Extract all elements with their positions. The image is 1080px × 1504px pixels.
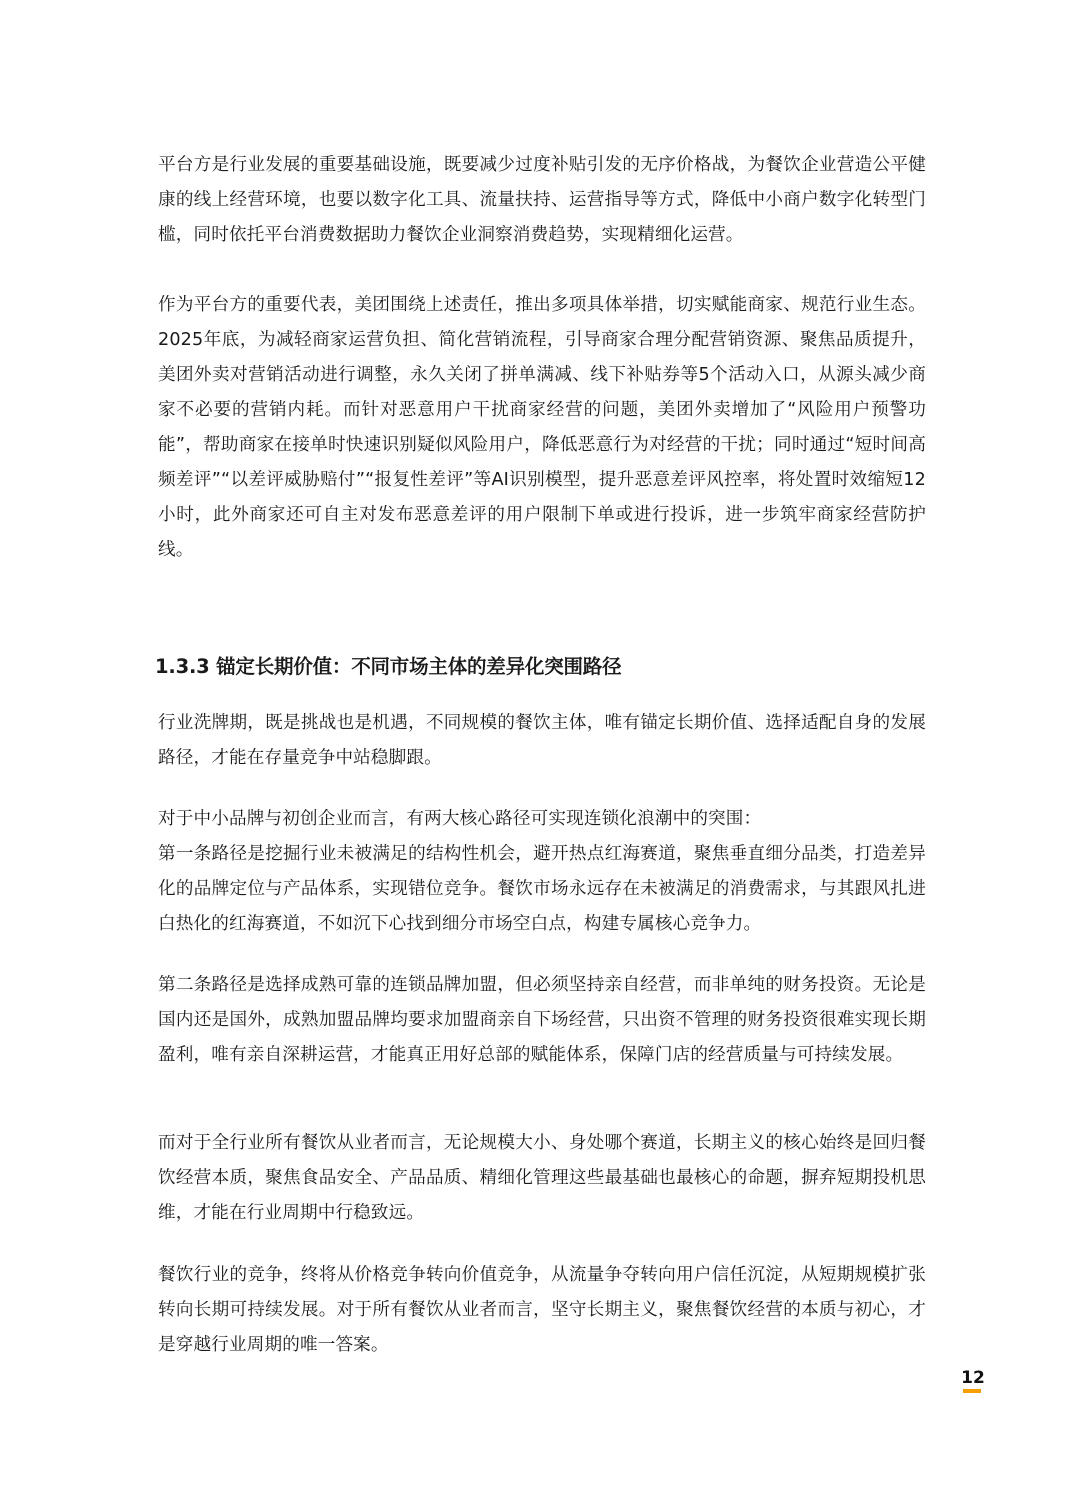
paragraph-small-brand-paths: 对于中小品牌与初创企业而言，有两大核心路径可实现连锁化浪潮中的突围： 第一条路径是挖掘行业未被满足的结构性机会，避开热点红海赛道，聚焦垂直细分品类，打造差异化的品牌定位与产品体系，实现错位竞争。餐饮市场永远存在未被满足的消费需求，与其跟风扎进白热化的红海赛道，不如沉下心找到细分市场空白点，构建专属核心竞争力。 [158,809,926,934]
page-number: 12 [961,1368,985,1388]
paragraph-franchise-path: 第二条路径是选择成熟可靠的连锁品牌加盟，但必须坚持亲自经营，而非单纯的财务投资。无论是国内还是国外，成熟加盟品牌均要求加盟商亲自下场经营，只出资不管理的财务投资很难实现长期盈利，唯有亲自深耕运营，才能真正用好总部的赋能体系，保障门店的经营质量与可持续发展。 [158,975,926,1065]
paragraph-conclusion: 餐饮行业的竞争，终将从价格竞争转向价值竞争，从流量争夺转向用户信任沉淀，从短期规模扩张转向长期可持续发展。对于所有餐饮从业者而言，坚守长期主义，聚焦餐饮经营的本质与初心，才是穿越行业周期的唯一答案。 [158,1265,926,1355]
paragraph-meituan-measures: 作为平台方的重要代表，美团围绕上述责任，推出多项具体举措，切实赋能商家、规范行业生态。2025年底，为减轻商家运营负担、简化营销流程，引导商家合理分配营销资源、聚焦品质提升，美团外卖对营销活动进行调整，永久关闭了拼单满减、线下补贴券等5个活动入口，从源头减少商家不必要的营销内耗。而针对恶意用户干扰商家经营的问题，美团外卖增加了“风险用户预警功能”，帮助商家在接单时快速识别疑似风险用户，降低恶意行为对经营的干扰；同时通过“短时间高频差评”“以差评威胁赔付”“报复性差评”等AI识别模型，提升恶意差评风控率，将处置时效缩短12小时，此外商家还可自主对发布恶意差评的用户限制下单或进行投诉，进一步筑牢商家经营防护线。 [158,295,926,560]
paragraph-platform-role: 平台方是行业发展的重要基础设施，既要减少过度补贴引发的无序价格战，为餐饮企业营造公平健康的线上经营环境，也要以数字化工具、流量扶持、运营指导等方式，降低中小商户数字化转型门槛，同时依托平台消费数据助力餐饮企业洞察消费趋势，实现精细化运营。 [158,155,926,245]
page-number-accent-bar [963,1389,981,1393]
section-heading: 1.3.3 锚定长期价值：不同市场主体的差异化突围路径 [155,655,622,678]
paragraph-long-termism: 而对于全行业所有餐饮从业者而言，无论规模大小、身处哪个赛道，长期主义的核心始终是回归餐饮经营本质，聚焦食品安全、产品品质、精细化管理这些最基础也最核心的命题，摒弃短期投机思维，才能在行业周期中行稳致远。 [158,1133,926,1223]
paragraph-industry-shakeout: 行业洗牌期，既是挑战也是机遇，不同规模的餐饮主体，唯有锚定长期价值、选择适配自身的发展路径，才能在存量竞争中站稳脚跟。 [158,713,926,768]
